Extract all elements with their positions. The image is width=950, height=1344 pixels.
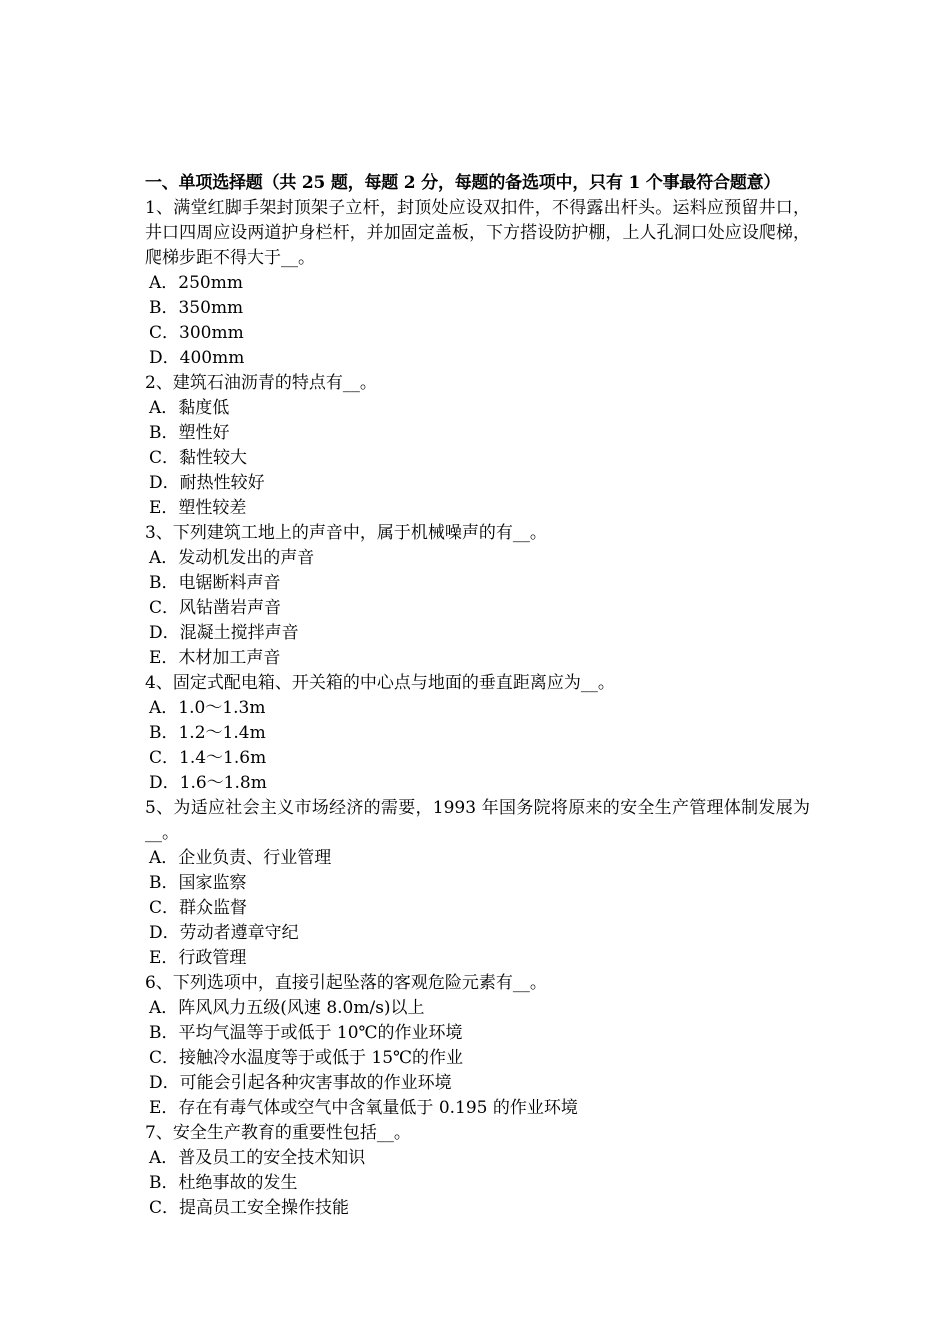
option-b: B．塑性好 (149, 423, 230, 443)
question-stem: 1、满堂红脚手架封顶架子立杆，封顶处应设双扣件，不得露出杆头。运料应预留井口，井口四周应设两道护身栏杆，并加固定盖板，下方搭设防护棚，上人孔洞口处应设爬梯，爬梯步距不得大于__。 (145, 198, 810, 268)
option-b: B．电锯断料声音 (149, 573, 281, 593)
option-a: A．黏度低 (149, 398, 230, 418)
option-c: C．黏性较大 (149, 448, 248, 468)
option-c: C．提高员工安全操作技能 (149, 1198, 350, 1218)
option-b: B．1.2～1.4m (149, 723, 266, 743)
option-d: D．耐热性较好 (149, 473, 265, 493)
option-d: D．混凝土搅拌声音 (149, 623, 299, 643)
question-stem: 3、下列建筑工地上的声音中，属于机械噪声的有__。 (145, 523, 547, 543)
option-e: E．塑性较差 (149, 498, 247, 518)
option-b: B．350mm (149, 298, 244, 318)
question-2 (145, 371, 810, 521)
option-b: B．国家监察 (149, 873, 247, 893)
question-5 (145, 796, 810, 971)
option-a: A．250mm (149, 273, 243, 293)
section-title: 一、单项选择题（共 25 题，每题 2 分，每题的备选项中，只有 1 个事最符合题意） (145, 173, 781, 193)
question-stem: 6、下列选项中，直接引起坠落的客观危险元素有__。 (145, 973, 547, 993)
option-c: C．风钻凿岩声音 (149, 598, 282, 618)
option-a: A．1.0～1.3m (149, 698, 266, 718)
question-7 (145, 1121, 810, 1221)
question-4 (145, 671, 810, 796)
question-1 (145, 196, 810, 371)
option-c: C．接触冷水温度等于或低于 15℃的作业 (149, 1048, 464, 1068)
question-stem: 7、安全生产教育的重要性包括__。 (145, 1123, 411, 1143)
question-6 (145, 971, 810, 1121)
option-b: B．杜绝事故的发生 (149, 1173, 298, 1193)
option-d: D．400mm (149, 348, 245, 368)
question-3 (145, 521, 810, 671)
option-c: C．300mm (149, 323, 244, 343)
option-c: C．1.4～1.6m (149, 748, 267, 768)
option-e: E．木材加工声音 (149, 648, 281, 668)
option-e: E．行政管理 (149, 948, 247, 968)
option-a: A．阵风风力五级(风速 8.0m/s)以上 (149, 998, 425, 1018)
option-d: D．可能会引起各种灾害事故的作业环境 (149, 1073, 452, 1093)
option-b: B．平均气温等于或低于 10℃的作业环境 (149, 1023, 463, 1043)
document-page (145, 171, 810, 1221)
option-a: A．企业负责、行业管理 (149, 848, 332, 868)
question-stem: 5、为适应社会主义市场经济的需要，1993 年国务院将原来的安全生产管理体制发展为__。 (145, 798, 810, 843)
question-stem: 2、建筑石油沥青的特点有__。 (145, 373, 377, 393)
option-d: D．劳动者遵章守纪 (149, 923, 299, 943)
option-c: C．群众监督 (149, 898, 248, 918)
option-a: A．发动机发出的声音 (149, 548, 315, 568)
option-a: A．普及员工的安全技术知识 (149, 1148, 366, 1168)
option-d: D．1.6～1.8m (149, 773, 267, 793)
question-stem: 4、固定式配电箱、开关箱的中心点与地面的垂直距离应为__。 (145, 673, 615, 693)
option-e: E．存在有毒气体或空气中含氧量低于 0.195 的作业环境 (149, 1098, 578, 1118)
